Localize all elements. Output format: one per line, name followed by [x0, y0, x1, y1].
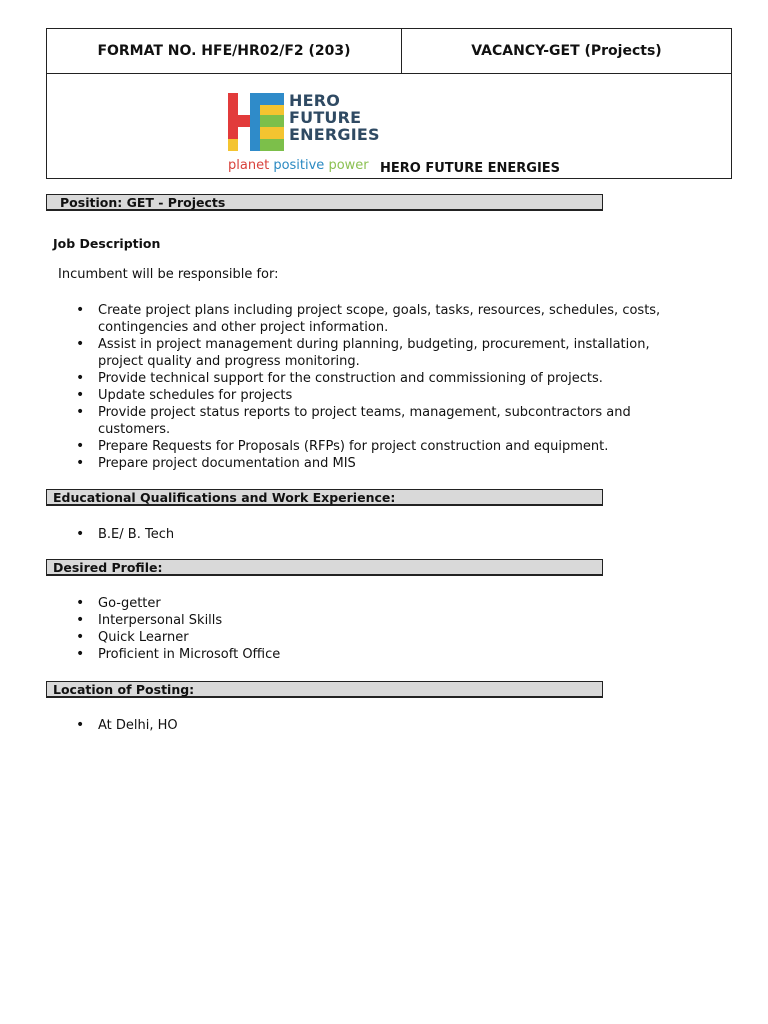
position-bar: Position: GET - Projects	[46, 194, 603, 211]
list-item: • Update schedules for projects	[46, 387, 696, 404]
list-item: • Prepare project documentation and MIS	[46, 455, 696, 472]
list-item: • Proficient in Microsoft Office	[46, 646, 696, 663]
logo-tagline	[228, 158, 369, 173]
qualifications-list	[46, 526, 696, 543]
header-row	[47, 29, 731, 74]
format-number: FORMAT NO. HFE/HR02/F2 (203)	[47, 29, 402, 73]
company-name: HERO FUTURE ENERGIES	[380, 161, 561, 176]
logo-line-3: ENERGIES	[289, 125, 380, 144]
list-item: • Quick Learner	[46, 629, 696, 646]
tagline-word-2: positive	[273, 158, 325, 173]
job-description-intro: Incumbent will be responsible for:	[58, 267, 279, 282]
list-item: • Assist in project management during planning, budgeting, procurement, installation, project quality and progress monitoring.	[46, 336, 696, 370]
list-item: • Prepare Requests for Proposals (RFPs) for project construction and equipment.	[46, 438, 696, 455]
desired-profile-list	[46, 595, 696, 663]
location-bar: Location of Posting:	[46, 681, 603, 698]
logo-line-2: FUTURE	[289, 108, 362, 127]
logo-wordmark	[289, 92, 380, 143]
logo-area	[47, 74, 731, 178]
header-table	[46, 28, 732, 179]
desired-profile-bar: Desired Profile:	[46, 559, 603, 576]
list-item: • Provide project status reports to project teams, management, subcontractors and customers.	[46, 404, 696, 438]
responsibilities-list	[46, 302, 696, 472]
list-item: • Create project plans including project scope, goals, tasks, resources, schedules, costs, contingencies and other project information.	[46, 302, 696, 336]
hfe-logo-mark-icon	[228, 93, 284, 151]
list-item: • Interpersonal Skills	[46, 612, 696, 629]
logo-line-1: HERO	[289, 91, 341, 110]
tagline-word-1: planet	[228, 158, 270, 173]
vacancy-title: VACANCY-GET (Projects)	[471, 43, 662, 59]
qualifications-bar: Educational Qualifications and Work Experience:	[46, 489, 603, 506]
location-list	[46, 717, 696, 734]
tagline-word-3: power	[328, 158, 369, 173]
list-item: • At Delhi, HO	[46, 717, 696, 734]
job-description-heading: Job Description	[53, 236, 161, 251]
list-item: • B.E/ B. Tech	[46, 526, 696, 543]
list-item: • Go-getter	[46, 595, 696, 612]
list-item: • Provide technical support for the construction and commissioning of projects.	[46, 370, 696, 387]
